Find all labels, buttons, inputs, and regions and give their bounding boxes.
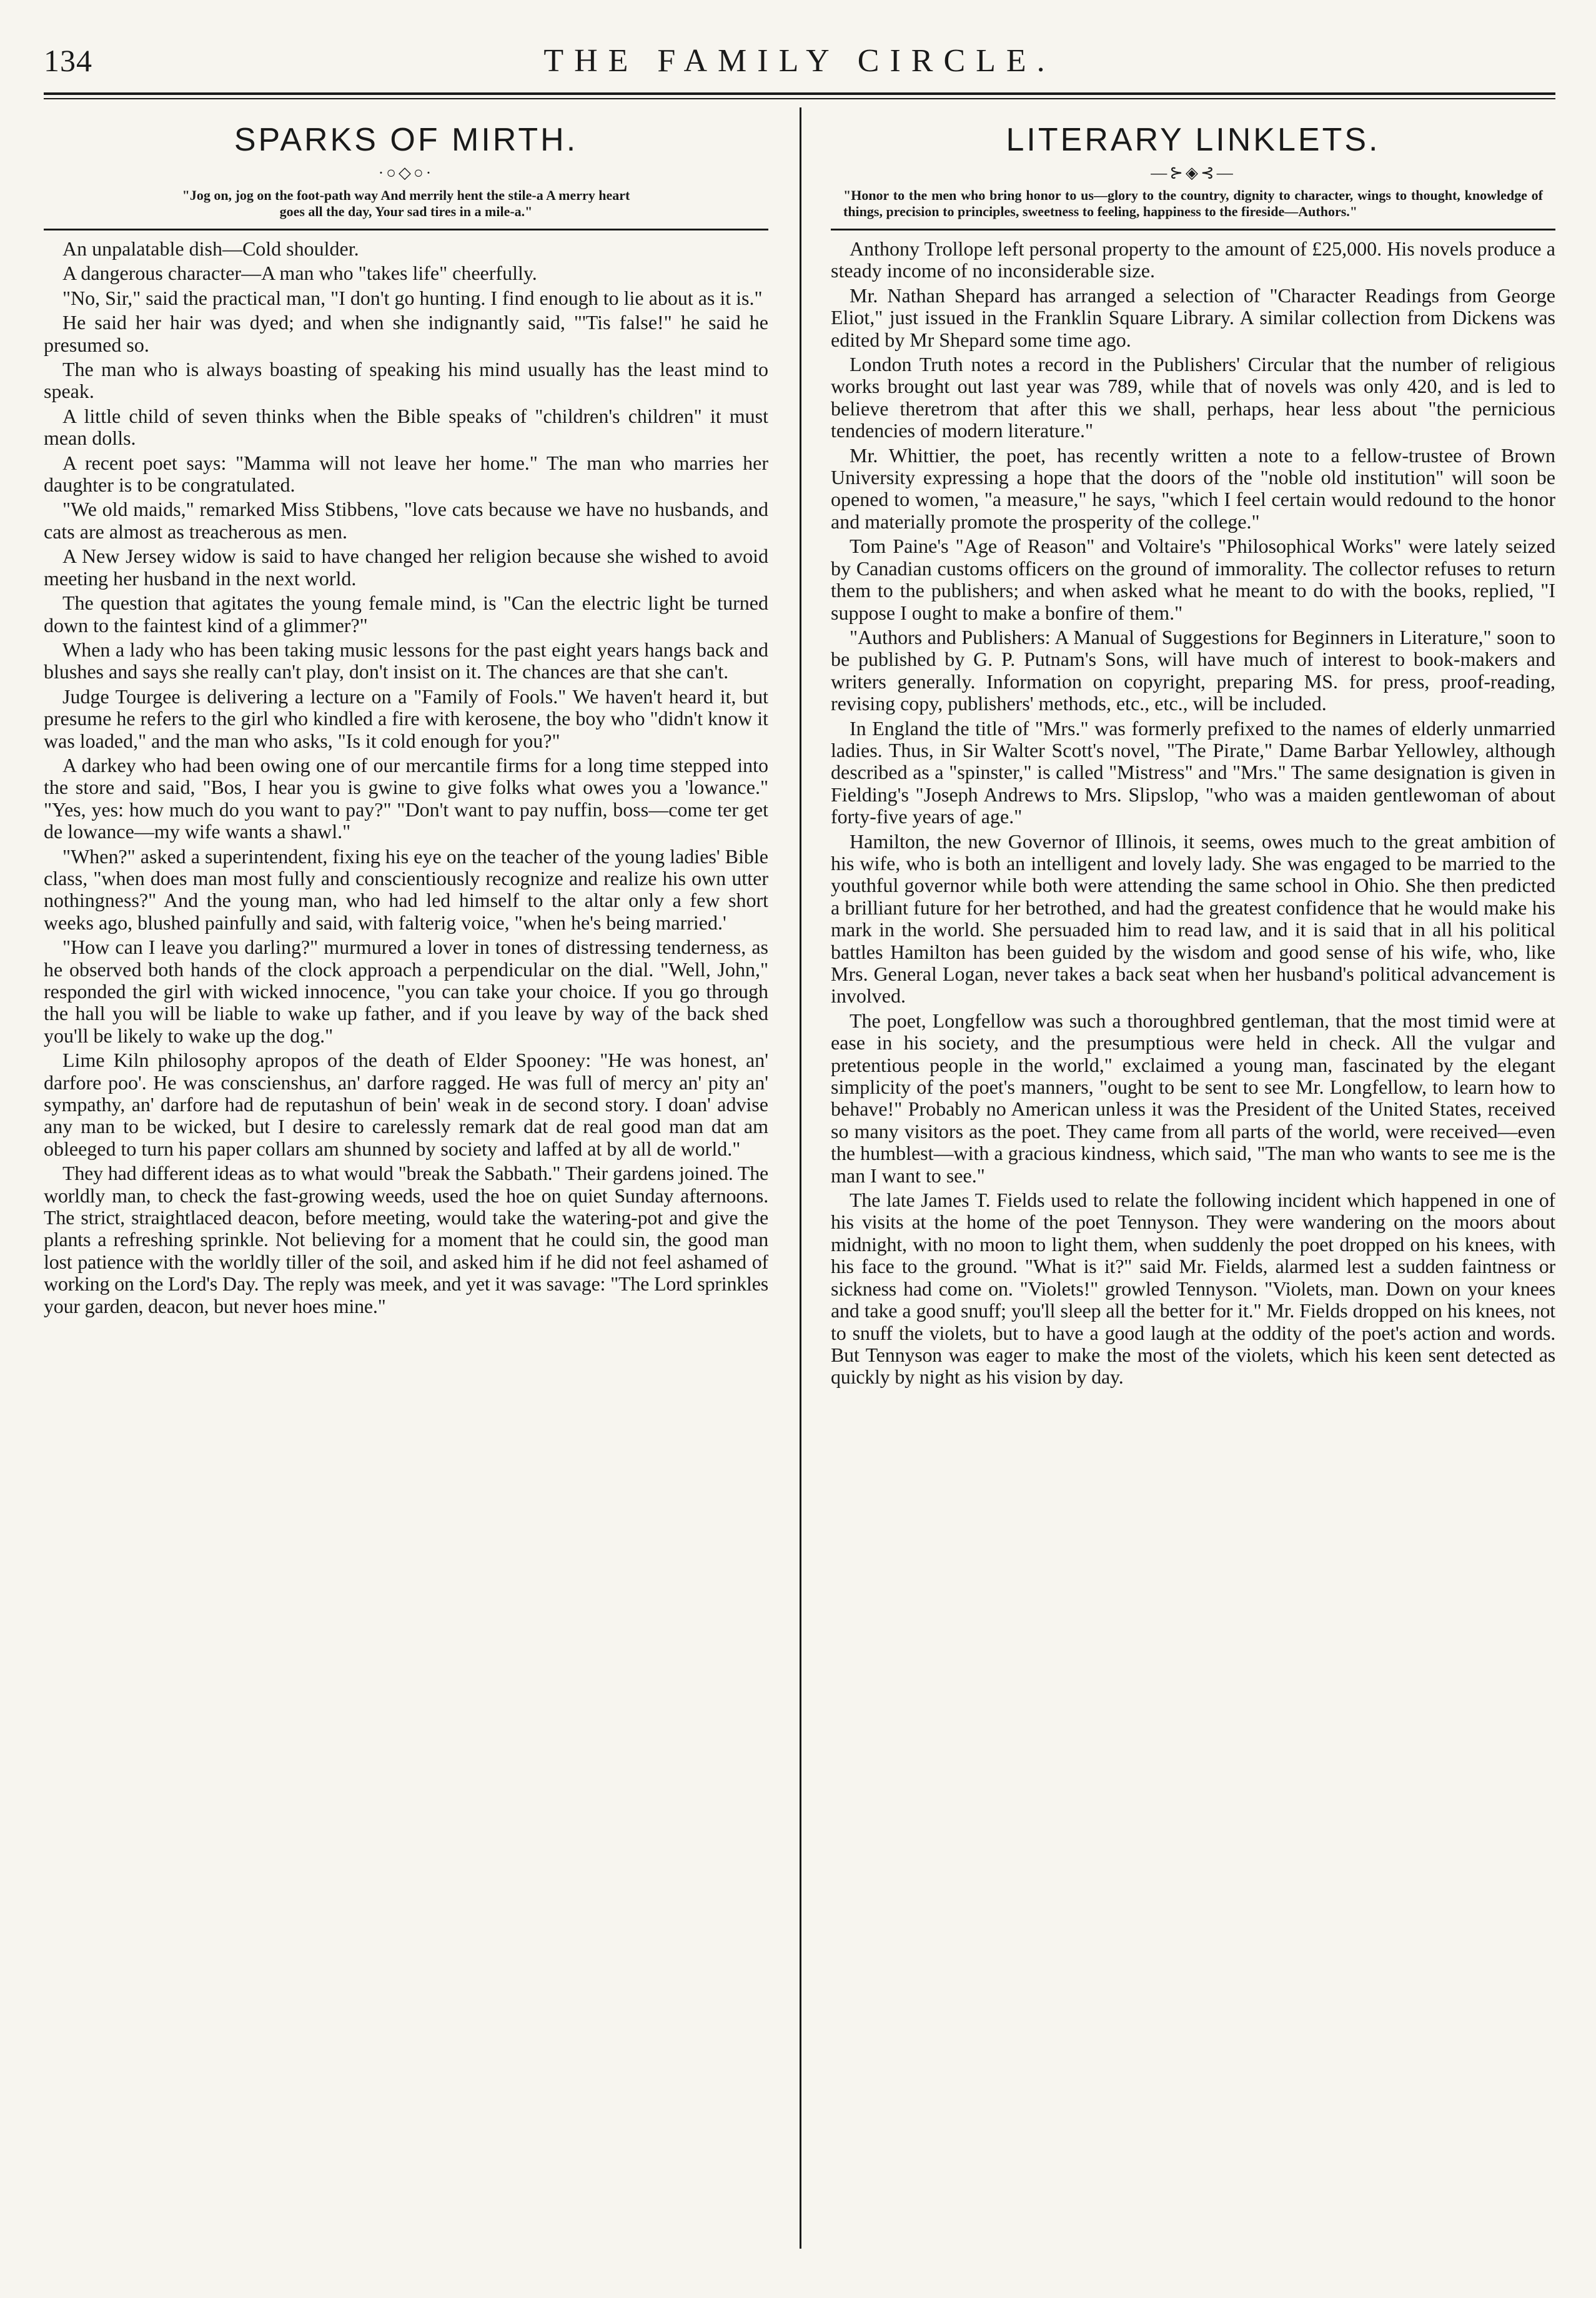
paragraph: A New Jersey widow is said to have changed her religion because she wished to avoid meeting her husband in the next world.: [44, 545, 768, 590]
paragraph-list: [44, 238, 768, 1317]
paragraph: Mr. Whittier, the poet, has recently written a note to a fellow-trustee of Brown University expressing a hope that the doors of the "noble old institution" will soon be opened to women, "a measure," he says, "which I feel certain would redound to the honor and materially promote the prosperity of the college.": [831, 443, 1555, 533]
paragraph: A darkey who had been owing one of our mercantile firms for a long time stepped into the store and said, "Bos, I hear you is gwine to give folks what owes you a 'lowance." "Yes, yes: how much do you want to pay?" "Don't want to pay nuffin, boss—come ter get de lowance—my wife wants a shawl.": [44, 753, 768, 843]
paragraph: A recent poet says: "Mamma will not leave her home." The man who marries her daughter is to be congratulated.: [44, 451, 768, 497]
paragraph: Hamilton, the new Governor of Illinois, it seems, owes much to the great ambition of his wife, who is both an intelligent and lovely lady. She was engaged to be married to the youthful governor while both were attending the same school in Ohio. She then predicted a brilliant future for her betrothed, and had the greatest confidence that he would make his mark in the world. She persuaded him to read law, and it is said that in all his political battles Hamilton has been guided by the wisdom and good sense of his wife, who, like Mrs. General Logan, never takes a back seat when her husband's political advancement is involved.: [831, 830, 1555, 1008]
paragraph: An unpalatable dish—Cold shoulder.: [62, 237, 359, 260]
section-title-sparks-of-mirth: SPARKS OF MIRTH.: [234, 122, 578, 158]
paragraph: The late James T. Fields used to relate the following incident which happened in one of his visits at the home of the poet Tennyson. They were wandering on the moors about midnight, with no moon to light them, when suddenly the poet dropped on his knees, with his face to the ground. "What is it?" said Mr. Fields, alarmed lest a sudden faintness or sickness had come on. "Violets!" growled Tennyson. "Violets, man. Down on your knees and take a good snuff; you'll sleep all the better for it." Mr. Fields dropped on his knees, not to snuff the violets, but to have a good laugh at the oddity of the poet's action and words. But Tennyson was eager to make the most of the violets, which his keen sent detected as quickly by night as his vision by day.: [831, 1189, 1555, 1389]
paragraph: London Truth notes a record in the Publishers' Circular that the number of religious works brought out last year was 789, while that of novels was only 420, and is led to believe theretrom that after this we shall, perhaps, hear less about "the pernicious tendencies of modern literature.": [831, 353, 1555, 442]
magazine-page: [44, 37, 1555, 2274]
columns: [44, 107, 1555, 2274]
epigraph-verse: "Jog on, jog on the foot-path way And merrily hent the stile-a A merry heart goes all the day, Your sad tires in a mile-a.": [182, 187, 630, 219]
paragraph: "Authors and Publishers: A Manual of Suggestions for Beginners in Literature," soon to be published by G. P. Putnam's Sons, will have much of interest to book-makers and writers generally. Information on copyright, preparing MS. for press, proof-reading, revising copy, publishers' methods, etc., etc., will be included.: [831, 625, 1555, 715]
header-rule: [44, 92, 1555, 99]
ornament-divider: ·○◇○·: [378, 164, 434, 182]
ornament-divider: —⊱◈⊰—: [1151, 164, 1236, 182]
column-divider: [800, 107, 801, 2249]
paragraph: Lime Kiln philosophy apropos of the death of Elder Spooney: "He was honest, an' darfore poo'. He was conscienshus, an' darfore ragged. He was full of mercy an' pity an' sympathy, an' darfore had de reputashun of bein' weak in de second story. I doan' advise any man to be wicked, but I desire to carelessly remark dat de real good man dat am obleeged to turn his paper collars am shunned by society and laffed at by all de world.": [44, 1049, 768, 1160]
epigraph-quote: "Honor to the men who bring honor to us—glory to the country, dignity to character, wings to thought, knowledge of things, precision to principles, sweetness to feeling, happiness to the fireside—Authors.": [843, 187, 1543, 219]
paragraph: "When?" asked a superintendent, fixing his eye on the teacher of the young ladies' Bible class, "when does man most fully and conscientiously recognize and realize his own utter nothingness?" And the young man, who had led himself to the altar only a few short weeks ago, blushed painfully and said, with falterig voice, "when he's being married.': [44, 844, 768, 934]
paragraph: In England the title of "Mrs." was formerly prefixed to the names of elderly unmarried ladies. Thus, in Sir Walter Scott's novel, "The Pirate," Dame Barbar Yellowley, although described as a "spinster," is called "Mistress" and "Mrs." The same designation is given in Fielding's "Joseph Andrews to Mrs. Slipslop, "who was a maiden gentlewoman of about forty-five years of age.": [831, 716, 1555, 828]
paragraph: "How can I leave you darling?" murmured a lover in tones of distressing tenderness, as he observed both hands of the clock approach a perpendicular on the dial. "Well, John," responded the girl with wicked innocence, "you can take your choice. If you go through the hall you will be liable to wake up father, and if you leave by way of the back shed you'll be likely to wake up the dog.": [44, 936, 768, 1047]
paragraph: Judge Tourgee is delivering a lecture on a "Family of Fools." We haven't heard it, but presume he refers to the girl who kindled a fire with kerosene, the boy who "didn't know it was loaded," and the man who asks, "Is it cold enough for you?": [44, 685, 768, 752]
section-rule: [831, 229, 1555, 230]
paragraph-list: [831, 238, 1555, 1389]
journal-title: THE FAMILY CIRCLE.: [543, 43, 1056, 79]
paragraph: A little child of seven thinks when the Bible speaks of "children's children" it must mean dolls.: [44, 404, 768, 450]
paragraph: They had different ideas as to what would "break the Sabbath." Their gardens joined. The worldly man, to check the fast-growing weeds, used the hoe on quiet Sunday afternoons. The strict, straightlaced deacon, before meeting, would take the watering-pot and give the plants a refreshing sprinkle. Not believing for a moment that he could sin, the good man lost patience with the worldly tiller of the soil, and asked him if he did not feel ashamed of working on the Lord's Day. The reply was meek, and yet it was savage: "The Lord sprinkles your garden, deacon, but never hoes mine.": [44, 1162, 768, 1317]
sparks-of-mirth-column: [44, 107, 768, 2274]
literary-linklets-column: [831, 107, 1555, 2274]
paragraph: The man who is always boasting of speaking his mind usually has the least mind to speak.: [44, 358, 768, 403]
paragraph: Mr. Nathan Shepard has arranged a selection of "Character Readings from George Eliot," just issued in the Franklin Square Library. A similar collection from Dickens was edited by Mr Shepard some time ago.: [831, 284, 1555, 351]
paragraph: Tom Paine's "Age of Reason" and Voltaire's "Philosophical Works" were lately seized by Canadian customs officers on the ground of immorality. The collector refuses to return them to the publishers; and when asked what he meant to do with the books, replied, "I suppose I ought to make a bonfire of them.": [831, 535, 1555, 624]
paragraph: The poet, Longfellow was such a thoroughbred gentleman, that the most timid were at ease in his society, and the presumptious were held in check. All the vulgar and pretentious people in the world," exclaimed a young man, fascinated by the elegant simplicity of the poet's manners, "ought to be sent to see Mr. Longfellow, to learn how to behave!" Probably no American unless it was the President of the United States, received so many visitors as the poet. They came from all parts of the world, were received—even the humblest—with a gracious kindness, which said, "The man who wants to see me is the man I want to see.": [831, 1009, 1555, 1187]
paragraph: The question that agitates the young female mind, is "Can the electric light be turned down to the faintest kind of a glimmer?": [44, 592, 768, 636]
section-title-literary-linklets: LITERARY LINKLETS.: [1006, 122, 1380, 158]
section-rule: [44, 229, 768, 230]
paragraph: When a lady who has been taking music lessons for the past eight years hangs back and blushes and says she really can't play, don't insist on it. The chances are that she can't.: [44, 638, 768, 683]
paragraph: A dangerous character—A man who "takes life" cheerfully.: [62, 262, 537, 285]
paragraph: "We old maids," remarked Miss Stibbens, "love cats because we have no husbands, and cats are almost as treacherous as men.: [44, 498, 768, 543]
page-number: 134: [44, 43, 92, 78]
paragraph: Anthony Trollope left personal property to the amount of £25,000. His novels produce a steady income of no inconsiderable size.: [831, 237, 1555, 282]
paragraph: "No, Sir," said the practical man, "I don't go hunting. I find enough to lie about as it is.": [62, 286, 763, 309]
running-head: [44, 37, 1555, 92]
paragraph: He said her hair was dyed; and when she indignantly said, "'Tis false!" he said he presumed so.: [44, 311, 768, 356]
